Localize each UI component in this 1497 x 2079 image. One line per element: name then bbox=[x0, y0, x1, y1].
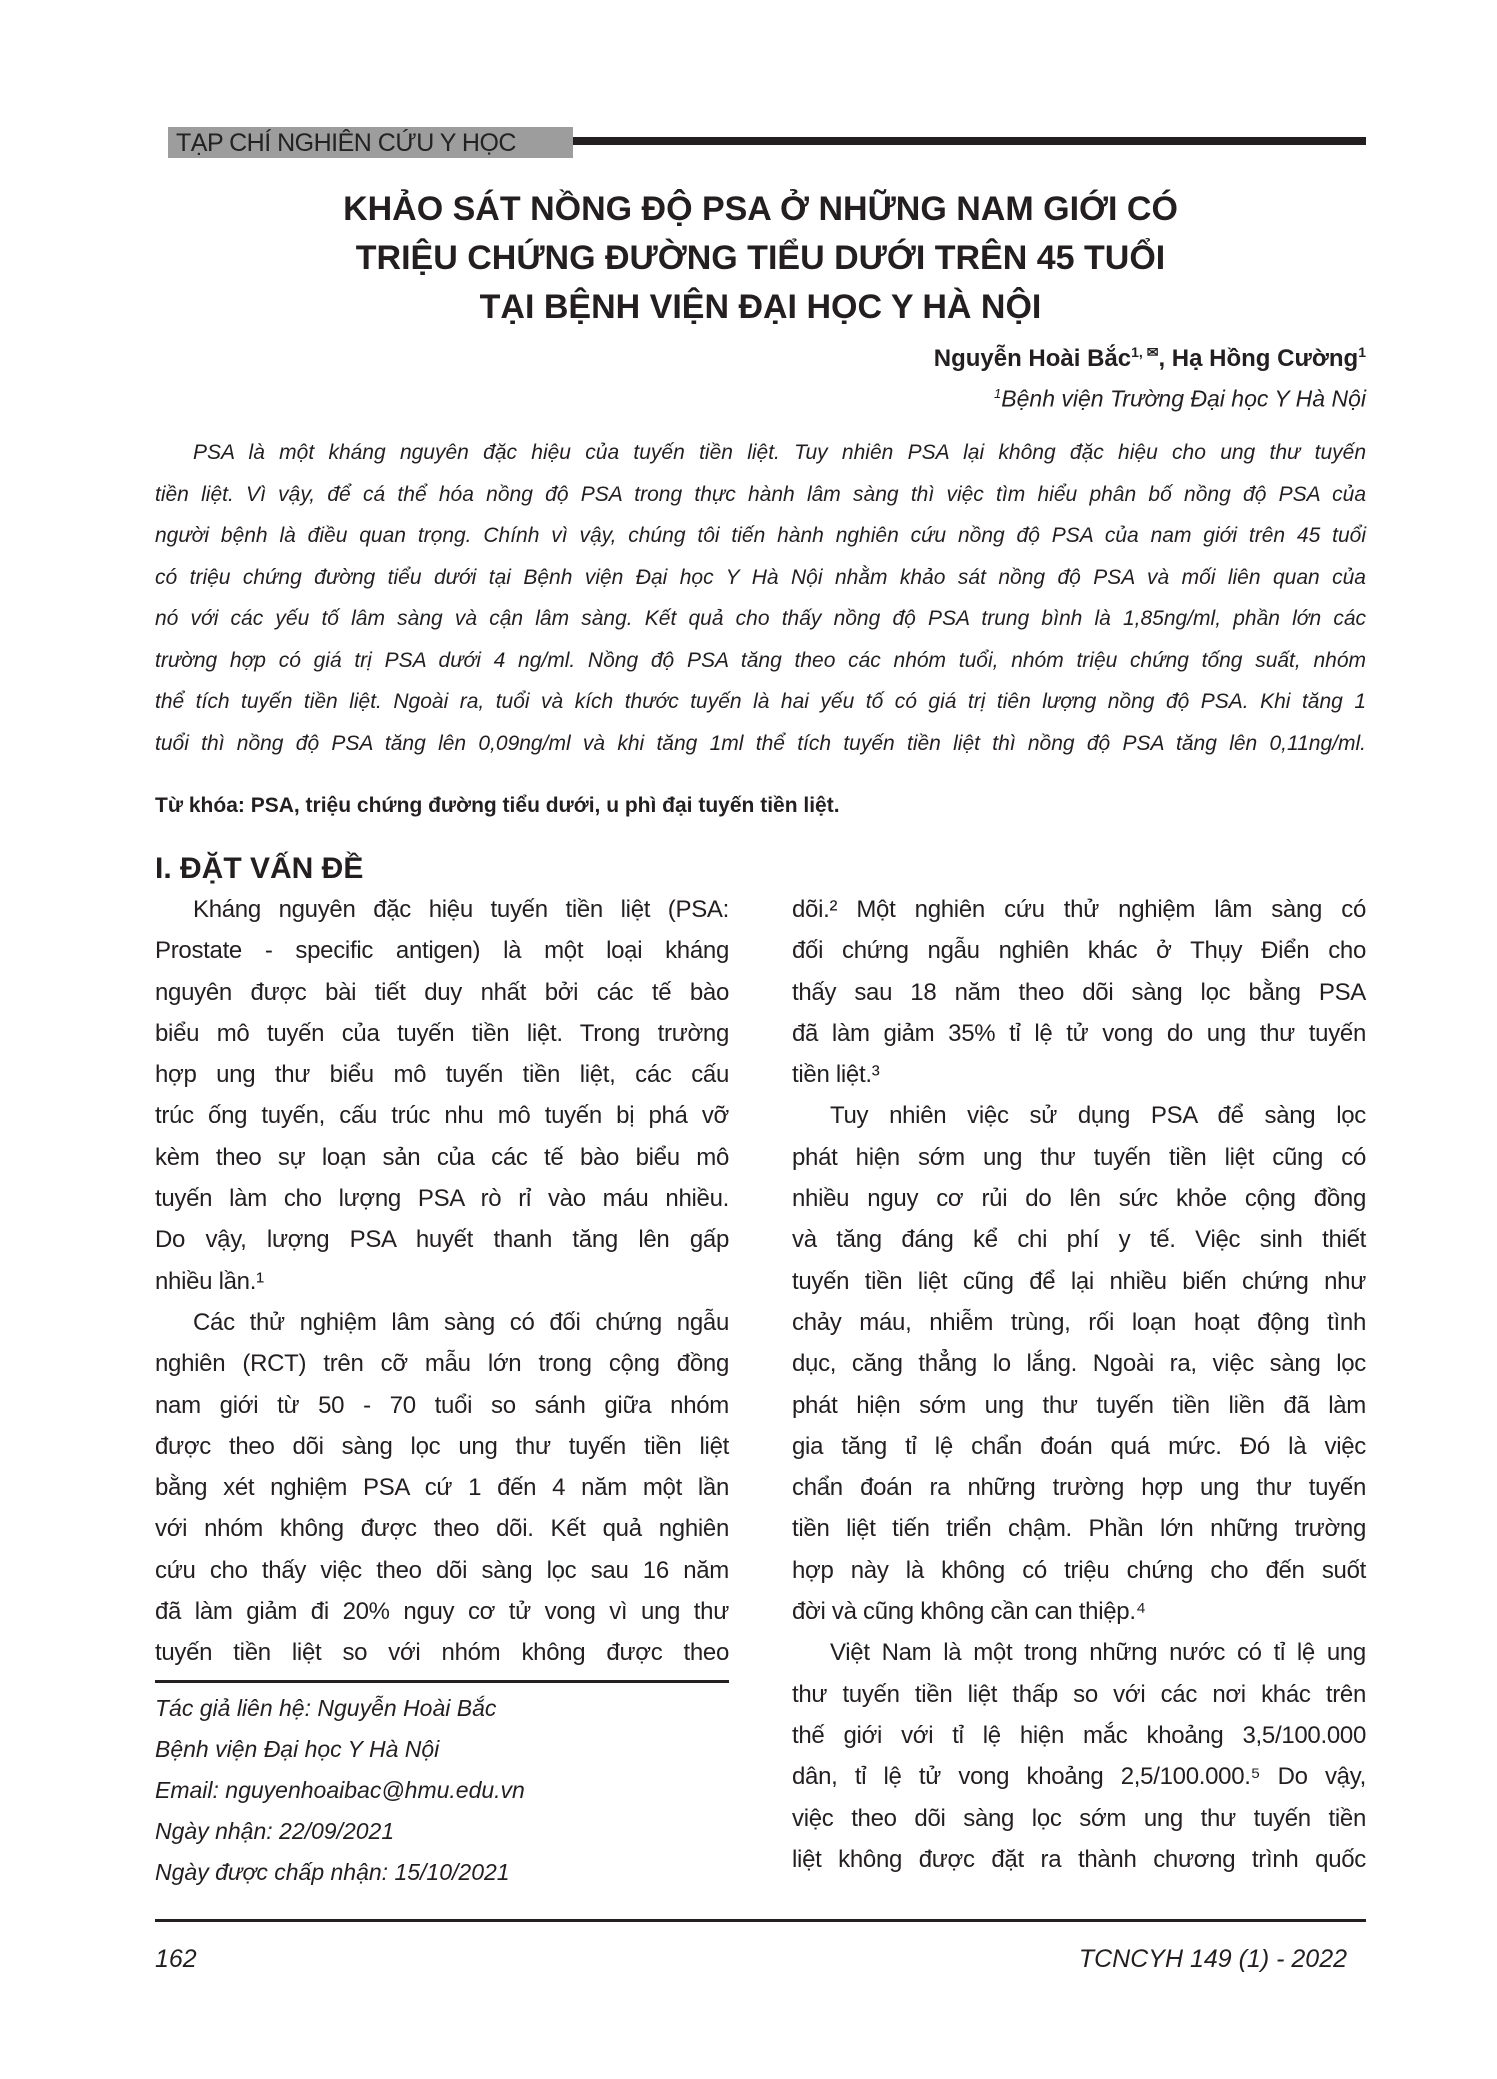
footer-rule bbox=[155, 1919, 1366, 1922]
footnote-rule bbox=[155, 1680, 729, 1683]
right-column bbox=[792, 889, 1366, 1880]
body-text-line: Do vậy, lượng PSA huyết thanh tăng lên gấp bbox=[155, 1226, 729, 1254]
body-text-line: dục, căng thẳng lo lắng. Ngoài ra, việc sàng lọc bbox=[792, 1350, 1366, 1378]
title-line: TRIỆU CHỨNG ĐƯỜNG TIỂU DƯỚI TRÊN 45 TUỔI bbox=[355, 239, 1166, 277]
body-text-line: đối chứng ngẫu nghiên khác ở Thụy Điển cho bbox=[792, 937, 1366, 965]
body-text-line: và tăng đáng kể chi phí y tế. Việc sinh thiết bbox=[792, 1226, 1366, 1254]
footnote-line: Tác giả liên hệ: Nguyễn Hoài Bắc bbox=[155, 1695, 497, 1721]
body-text-line: chảy máu, nhiễm trùng, rối loạn hoạt động tình bbox=[792, 1308, 1366, 1336]
affiliation-mark: 1 bbox=[994, 386, 1002, 401]
body-text-line: chẩn đoán ra những trường hợp ung thư tuyến bbox=[792, 1474, 1366, 1502]
body-text-line: Prostate - specific antigen) là một loại kháng bbox=[155, 937, 729, 965]
body-text-line: đời và cũng không cần can thiệp.⁴ bbox=[792, 1598, 1146, 1626]
title-line: TẠI BỆNH VIỆN ĐẠI HỌC Y HÀ NỘI bbox=[479, 288, 1042, 326]
body-text-line: nhiều lần.¹ bbox=[155, 1267, 264, 1295]
body-text-line: việc theo dõi sàng lọc sớm ung thư tuyến tiền bbox=[792, 1804, 1366, 1832]
body-text-line: thư tuyến tiền liệt thấp so với các nơi khác trên bbox=[792, 1680, 1366, 1708]
body-text-line: thế giới với tỉ lệ hiện mắc khoảng 3,5/100.000 bbox=[792, 1721, 1366, 1749]
footnote-line: Ngày được chấp nhận: 15/10/2021 bbox=[155, 1859, 510, 1885]
body-text-line: bằng xét nghiệm PSA cứ 1 đến 4 năm một lần bbox=[155, 1474, 729, 1502]
body-text-line: tiền liệt tiến triển chậm. Phần lớn những trường bbox=[792, 1515, 1366, 1543]
author-affiliation-mark: 1, ✉ bbox=[1131, 344, 1159, 360]
abstract-line: tiền liệt. Vì vậy, để cá thể hóa nồng độ PSA trong thực hành lâm sàng thì việc tìm hiểu phân bố nồng độ PSA của bbox=[155, 482, 1366, 506]
body-text-line: nghiên (RCT) trên cỡ mẫu lớn trong cộng đồng bbox=[155, 1350, 729, 1378]
author-affiliation-mark: 1 bbox=[1358, 344, 1366, 360]
author-name: Hạ Hồng Cường bbox=[1171, 345, 1359, 372]
body-text-line: đã làm giảm 35% tỉ lệ tử vong do ung thư tuyến bbox=[792, 1019, 1366, 1047]
footnote-line: Bệnh viện Đại học Y Hà Nội bbox=[155, 1736, 440, 1762]
abstract-line: thể tích tuyến tiền liệt. Ngoài ra, tuổi và kích thước tuyến là hai yếu tố có giá trị tiên lượng nồng độ PSA. Khi tăng 1 bbox=[155, 690, 1366, 713]
footnote-line: Email: nguyenhoaibac@hmu.edu.vn bbox=[155, 1777, 525, 1803]
abstract bbox=[155, 432, 1366, 764]
body-text-line: liệt không được đặt ra thành chương trình quốc bbox=[792, 1845, 1366, 1873]
abstract-line: trường hợp có giá trị PSA dưới 4 ng/ml. Nồng độ PSA tăng theo các nhóm tuổi, nhóm triệu chứng tống suất, nhóm bbox=[155, 648, 1366, 672]
body-text-line: với nhóm không được theo dõi. Kết quả nghiên bbox=[155, 1515, 729, 1543]
left-column bbox=[155, 889, 729, 1674]
body-text-line: biểu mô tuyến của tuyến tiền liệt. Trong trường bbox=[155, 1019, 729, 1047]
author-name: Nguyễn Hoài Bắc bbox=[933, 345, 1132, 372]
body-text-line: dân, tỉ lệ tử vong khoảng 2,5/100.000.⁵ Do vậy, bbox=[792, 1763, 1366, 1791]
affiliation bbox=[994, 380, 1366, 413]
section-heading: I. ĐẶT VẤN ĐỀ bbox=[155, 852, 364, 885]
body-text-line: dõi.² Một nghiên cứu thử nghiệm lâm sàng có bbox=[792, 896, 1366, 923]
title-line: KHẢO SÁT NỒNG ĐỘ PSA Ở NHỮNG NAM GIỚI CÓ bbox=[343, 190, 1178, 228]
affiliation-text: Bệnh viện Trường Đại học Y Hà Nội bbox=[1001, 385, 1366, 412]
body-text-line: nam giới từ 50 - 70 tuổi so sánh giữa nhóm bbox=[155, 1391, 729, 1419]
body-text-line: được theo dõi sàng lọc ung thư tuyến tiền liệt bbox=[155, 1432, 729, 1460]
abstract-line: người bệnh là điều quan trọng. Chính vì vậy, chúng tôi tiến hành nghiên cứu nồng độ PSA của nam giới trên 45 tuổi bbox=[155, 524, 1366, 547]
body-text-line: Các thử nghiệm lâm sàng có đối chứng ngẫu bbox=[193, 1308, 729, 1336]
body-text-line: hợp này là không có triệu chứng cho đến suốt bbox=[792, 1556, 1366, 1584]
header-rule bbox=[573, 137, 1366, 145]
body-text-line: hợp ung thư biểu mô tuyến tiền liệt, các cấu bbox=[155, 1061, 729, 1089]
authors bbox=[934, 337, 1366, 374]
body-text-line: phát hiện sớm ung thư tuyến tiền liền đã làm bbox=[792, 1391, 1366, 1419]
body-text-line: tuyến tiền liệt so với nhóm không được theo bbox=[155, 1639, 729, 1667]
body-text-line: thấy sau 18 năm theo dõi sàng lọc bằng PSA bbox=[792, 978, 1366, 1006]
body-text-line: tuyến làm cho lượng PSA rò rỉ vào máu nhiều. bbox=[155, 1185, 729, 1213]
body-text-line: tiền liệt.³ bbox=[792, 1061, 880, 1089]
article-title bbox=[155, 185, 1366, 332]
body-text-line: kèm theo sự loạn sản của các tế bào biểu mô bbox=[155, 1143, 729, 1171]
body-text-line: nguyên được bài tiết duy nhất bởi các tế bào bbox=[155, 978, 729, 1006]
body-text-line: tuyến tiền liệt cũng để lại nhiều biến chứng như bbox=[792, 1267, 1366, 1295]
footnote-line: Ngày nhận: 22/09/2021 bbox=[155, 1818, 395, 1844]
journal-issue: TCNCYH 149 (1) - 2022 bbox=[1078, 1945, 1347, 1973]
body-text-line: gia tăng tỉ lệ chẩn đoán quá mức. Đó là việc bbox=[792, 1432, 1366, 1460]
body-text-line: nhiều nguy cơ rủi do lên sức khỏe cộng đồng bbox=[792, 1185, 1366, 1213]
body-text-line: Việt Nam là một trong những nước có tỉ lệ ung bbox=[830, 1639, 1366, 1667]
correspondence-footnotes bbox=[155, 1688, 525, 1893]
abstract-line: có triệu chứng đường tiểu dưới tại Bệnh viện Đại học Y Hà Nội nhằm khảo sát nồng độ PSA và mối liên quan của bbox=[155, 565, 1366, 589]
abstract-line: PSA là một kháng nguyên đặc hiệu của tuyến tiền liệt. Tuy nhiên PSA lại không đặc hiệu cho ung thư tuyến bbox=[193, 441, 1366, 464]
body-text-line: Kháng nguyên đặc hiệu tuyến tiền liệt (PSA: bbox=[193, 896, 729, 923]
journal-header-label: TẠP CHÍ NGHIÊN CỨU Y HỌC bbox=[168, 127, 573, 158]
abstract-line: nó với các yếu tố lâm sàng và cận lâm sàng. Kết quả cho thấy nồng độ PSA trung bình là 1,85ng/ml, phần lớn các bbox=[155, 607, 1366, 630]
body-text-line: đã làm giảm đi 20% nguy cơ tử vong vì ung thư bbox=[155, 1598, 729, 1626]
abstract-line: tuổi thì nồng độ PSA tăng lên 0,09ng/ml và khi tăng 1ml thể tích tuyến tiền liệt thì nồng độ PSA tăng lên 0,11ng/ml. bbox=[155, 731, 1366, 755]
body-text-line: phát hiện sớm ung thư tuyến tiền liệt cũng có bbox=[792, 1143, 1366, 1171]
body-text-line: Tuy nhiên việc sử dụng PSA để sàng lọc bbox=[830, 1102, 1366, 1130]
page-number: 162 bbox=[155, 1945, 197, 1973]
author-separator: , bbox=[1158, 345, 1172, 372]
body-text-line: trúc ống tuyến, cấu trúc nhu mô tuyến bị phá vỡ bbox=[155, 1102, 729, 1130]
body-text-line: cứu cho thấy việc theo dõi sàng lọc sau 16 năm bbox=[155, 1556, 729, 1584]
keywords: Từ khóa: PSA, triệu chứng đường tiểu dưới, u phì đại tuyến tiền liệt. bbox=[155, 794, 840, 817]
